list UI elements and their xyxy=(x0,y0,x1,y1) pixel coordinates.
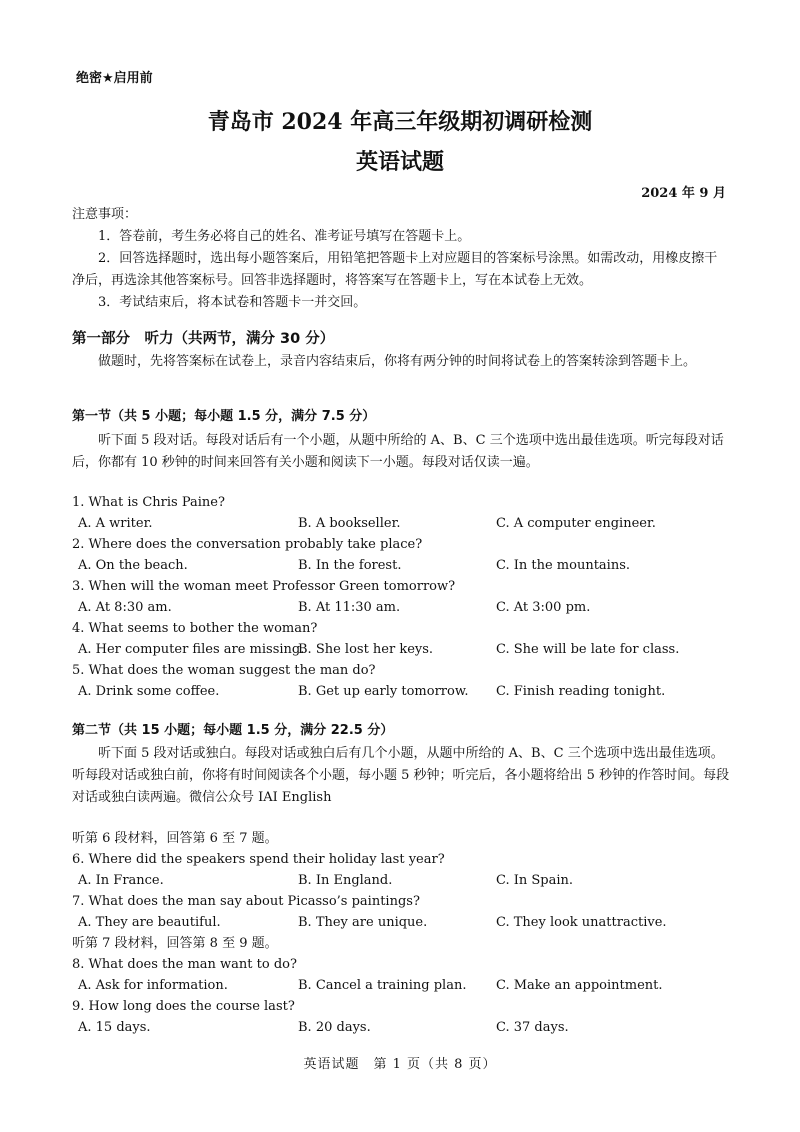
material-7-note: 听第 7 段材料，回答第 8 至 9 题。 xyxy=(72,936,278,951)
question-3: 3. When will the woman meet Professor Green tomorrow? xyxy=(72,579,456,594)
q4-option-a: A. Her computer files are missing. xyxy=(78,642,305,657)
section2-heading: 第二节（共 15 小题；每小题 1.5 分，满分 22.5 分） xyxy=(72,723,394,738)
exam-subtitle: 英语试题 xyxy=(355,149,444,175)
q8-option-b: B. Cancel a training plan. xyxy=(298,978,467,993)
q2-option-a: A. On the beach. xyxy=(78,558,188,573)
q9-option-b: B. 20 days. xyxy=(298,1020,371,1035)
q7-option-b: B. They are unique. xyxy=(298,915,428,930)
q7-option-c: C. They look unattractive. xyxy=(496,915,667,930)
q4-option-c: C. She will be late for class. xyxy=(496,642,680,657)
q3-option-a: A. At 8:30 am. xyxy=(78,600,172,615)
section1-heading: 第一节（共 5 小题；每小题 1.5 分，满分 7.5 分） xyxy=(72,409,376,424)
q6-option-b: B. In England. xyxy=(298,873,393,888)
question-4: 4. What seems to bother the woman? xyxy=(72,621,318,636)
q2-option-b: B. In the forest. xyxy=(298,558,402,573)
q3-option-c: C. At 3:00 pm. xyxy=(496,600,591,615)
question-2: 2. Where does the conversation probably take place? xyxy=(72,537,423,552)
q5-option-a: A. Drink some coffee. xyxy=(78,684,220,699)
exam-title: 青岛市 2024 年高三年级期初调研检测 xyxy=(207,109,593,135)
q8-option-c: C. Make an appointment. xyxy=(496,978,663,993)
notice-item-3: 3．考试结束后，将本试卷和答题卡一并交回。 xyxy=(98,295,367,310)
confidential-label: 绝密★启用前 xyxy=(76,71,153,86)
q1-option-a: A. A writer. xyxy=(78,516,153,531)
question-7: 7. What does the man say about Picasso’s paintings? xyxy=(72,894,420,909)
q5-option-c: C. Finish reading tonight. xyxy=(496,684,666,699)
question-9: 9. How long does the course last? xyxy=(72,999,295,1014)
q9-option-c: C. 37 days. xyxy=(496,1020,569,1035)
q4-option-b: B. She lost her keys. xyxy=(298,642,434,657)
notice-item-2: 2．回答选择题时，选出每小题答案后，用铅笔把答题卡上对应题目的答案标号涂黑。如需改动，用橡皮擦干净后，再选涂其他答案标号。回答非选择题时，将答案写在答题卡上，写在本试卷上无效。 xyxy=(72,251,718,288)
q2-option-c: C. In the mountains. xyxy=(496,558,631,573)
section2-intro: 听下面 5 段对话或独白。每段对话或独白后有几个小题，从题中所给的 A、B、C 三个选项中选出最佳选项。听每段对话或独白前，你将有时间阅读各个小题，每小题 5 秒钟；听完后，各小题将给出 5 秒钟的作答时间。每段对话或独白读两遍。微信公众号 IAI English xyxy=(72,746,730,805)
q5-option-b: B. Get up early tomorrow. xyxy=(298,684,469,699)
q9-option-a: A. 15 days. xyxy=(78,1020,151,1035)
question-1: 1. What is Chris Paine? xyxy=(72,495,225,510)
q1-option-c: C. A computer engineer. xyxy=(496,516,656,531)
question-8: 8. What does the man want to do? xyxy=(72,957,297,972)
part1-heading: 第一部分 听力（共两节，满分 30 分） xyxy=(72,331,335,347)
notice-heading: 注意事项： xyxy=(72,207,138,222)
notice-item-1: 1．答卷前，考生务必将自己的姓名、准考证号填写在答题卡上。 xyxy=(98,229,471,244)
section1-intro: 听下面 5 段对话。每段对话后有一个小题，从题中所给的 A、B、C 三个选项中选出最佳选项。听完每段对话后，你都有 10 秒钟的时间来回答有关小题和阅读下一小题。每段对话仅读一遍。 xyxy=(72,433,724,470)
question-5: 5. What does the woman suggest the man do? xyxy=(72,663,376,678)
q1-option-b: B. A bookseller. xyxy=(298,516,401,531)
q8-option-a: A. Ask for information. xyxy=(78,978,228,993)
q3-option-b: B. At 11:30 am. xyxy=(298,600,401,615)
q6-option-c: C. In Spain. xyxy=(496,873,574,888)
exam-date: 2024 年 9 月 xyxy=(641,186,726,201)
part1-intro: 做题时，先将答案标在试卷上，录音内容结束后，你将有两分钟的时间将试卷上的答案转涂到答题卡上。 xyxy=(98,354,697,369)
q6-option-a: A. In France. xyxy=(78,873,164,888)
material-6-note: 听第 6 段材料，回答第 6 至 7 题。 xyxy=(72,831,278,846)
page-footer: 英语试题 第 1 页（共 8 页） xyxy=(303,1057,497,1072)
q7-option-a: A. They are beautiful. xyxy=(78,915,221,930)
question-6: 6. Where did the speakers spend their holiday last year? xyxy=(72,852,445,867)
